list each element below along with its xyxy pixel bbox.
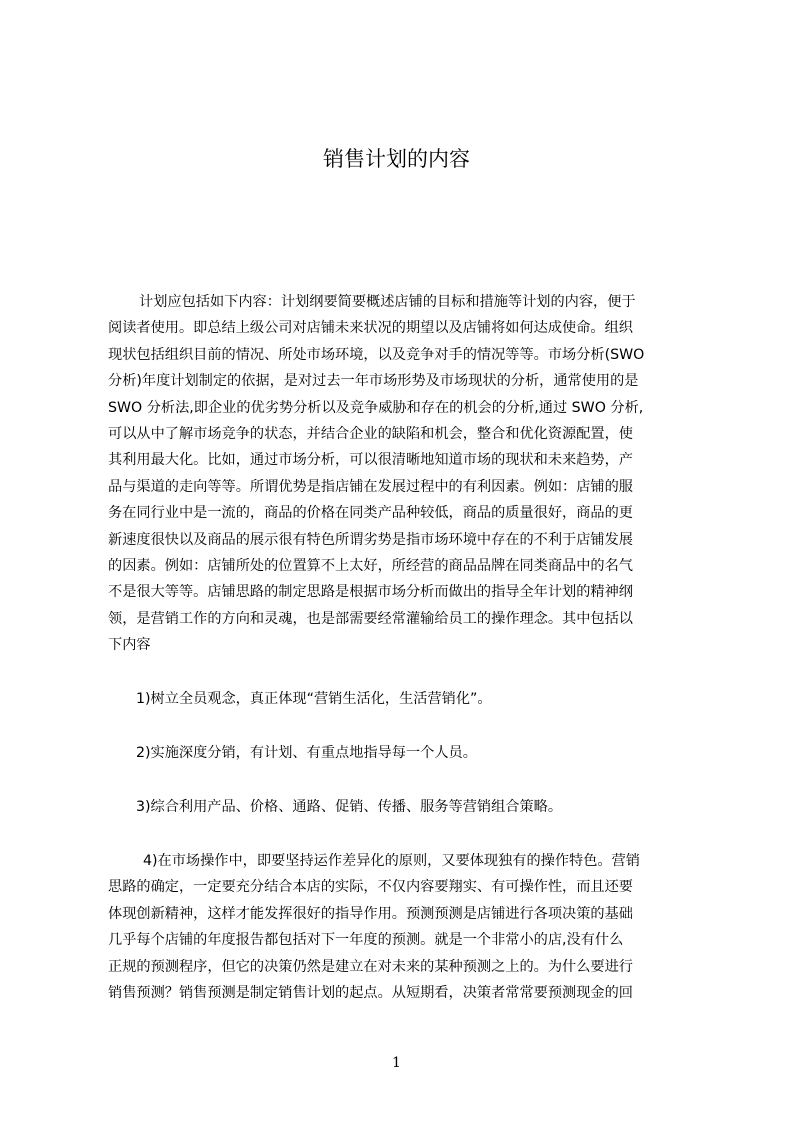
paragraph-line: 思路的确定，一定要充分结合本店的实际，不仅内容要翔实、有可操作性，而且还要 [108, 879, 633, 896]
paragraph-line: 其利用最大化。比如，通过市场分析，可以很清晰地知道市场的现状和未来趋势，产 [108, 452, 633, 469]
paragraph-1 [108, 289, 698, 658]
paragraph-line: 现状包括组织目前的情况、所处市场环境，以及竞争对手的情况等等。市场分析(SWO [108, 346, 645, 363]
paragraph-line: 新速度很快以及商品的展示很有特色所谓劣势是指市场环境中存在的不利于店铺发展 [108, 531, 633, 548]
list-item-3: 3)综合利用产品、价格、通路、促销、传播、服务等营销组合策略。 [136, 799, 563, 815]
paragraph-line: 几乎每个店铺的年度报告都包括对下一年度的预测。就是一个非常小的店,没有什么 [108, 932, 624, 949]
list-item-2: 2)实施深度分销，有计划、有重点地指导每一个人员。 [136, 745, 477, 761]
paragraph-line: 计划应包括如下内容：计划纲要简要概述店铺的目标和措施等计划的内容，便于 [139, 294, 636, 310]
paragraph-line: 4)在市场操作中，即要坚持运作差异化的原则，又要体现独有的操作特色。营销 [143, 853, 640, 869]
paragraph-line: 分析)年度计划制定的依据，是对过去一年市场形势及市场现状的分析，通常使用的是 [108, 373, 639, 390]
paragraph-line: 品与渠道的走向等等。所谓优势是指店铺在发展过程中的有利因素。例如：店铺的服 [108, 478, 633, 495]
paragraph-line: 销售预测？销售预测是制定销售计划的起点。从短期看，决策者常常要预测现金的回 [108, 984, 633, 1001]
paragraph-line: 领，是营销工作的方向和灵魂，也是部需要经常灌输给员工的操作理念。其中包括以 [108, 610, 633, 627]
paragraph-line: 务在同行业中是一流的，商品的价格在同类产品种较低，商品的质量很好，商品的更 [108, 505, 633, 522]
paragraph-line: 的因素。例如：店铺所处的位置算不上太好，所经营的商品品牌在同类商品中的名气 [108, 557, 633, 574]
paragraph-line: 阅读者使用。即总结上级公司对店铺未来状况的期望以及店铺将如何达成使命。组织 [108, 320, 633, 337]
paragraph-2 [108, 848, 698, 1006]
list-item-1: 1)树立全员观念，真正体现“营销生活化，生活营销化”。 [136, 691, 492, 707]
paragraph-line: 下内容 [108, 637, 151, 654]
paragraph-line: 不是很大等等。店铺思路的制定思路是根据市场分析而做出的指导全年计划的精神纲 [108, 584, 633, 601]
document-title: 销售计划的内容 [323, 147, 470, 171]
page-number: 1 [392, 1055, 401, 1071]
paragraph-line: 正规的预测程序，但它的决策仍然是建立在对未来的某种预测之上的。为什么要进行 [108, 958, 633, 975]
paragraph-line: 体现创新精神，这样才能发挥很好的指导作用。预测预测是店铺进行各项决策的基础 [108, 905, 633, 922]
paragraph-line: 可以从中了解市场竞争的状态，并结合企业的缺陷和机会，整合和优化资源配置，使 [108, 425, 633, 442]
paragraph-line: SWO 分析法,即企业的优劣势分析以及竞争威胁和存在的机会的分析,通过 SWO 分析, [108, 399, 644, 416]
